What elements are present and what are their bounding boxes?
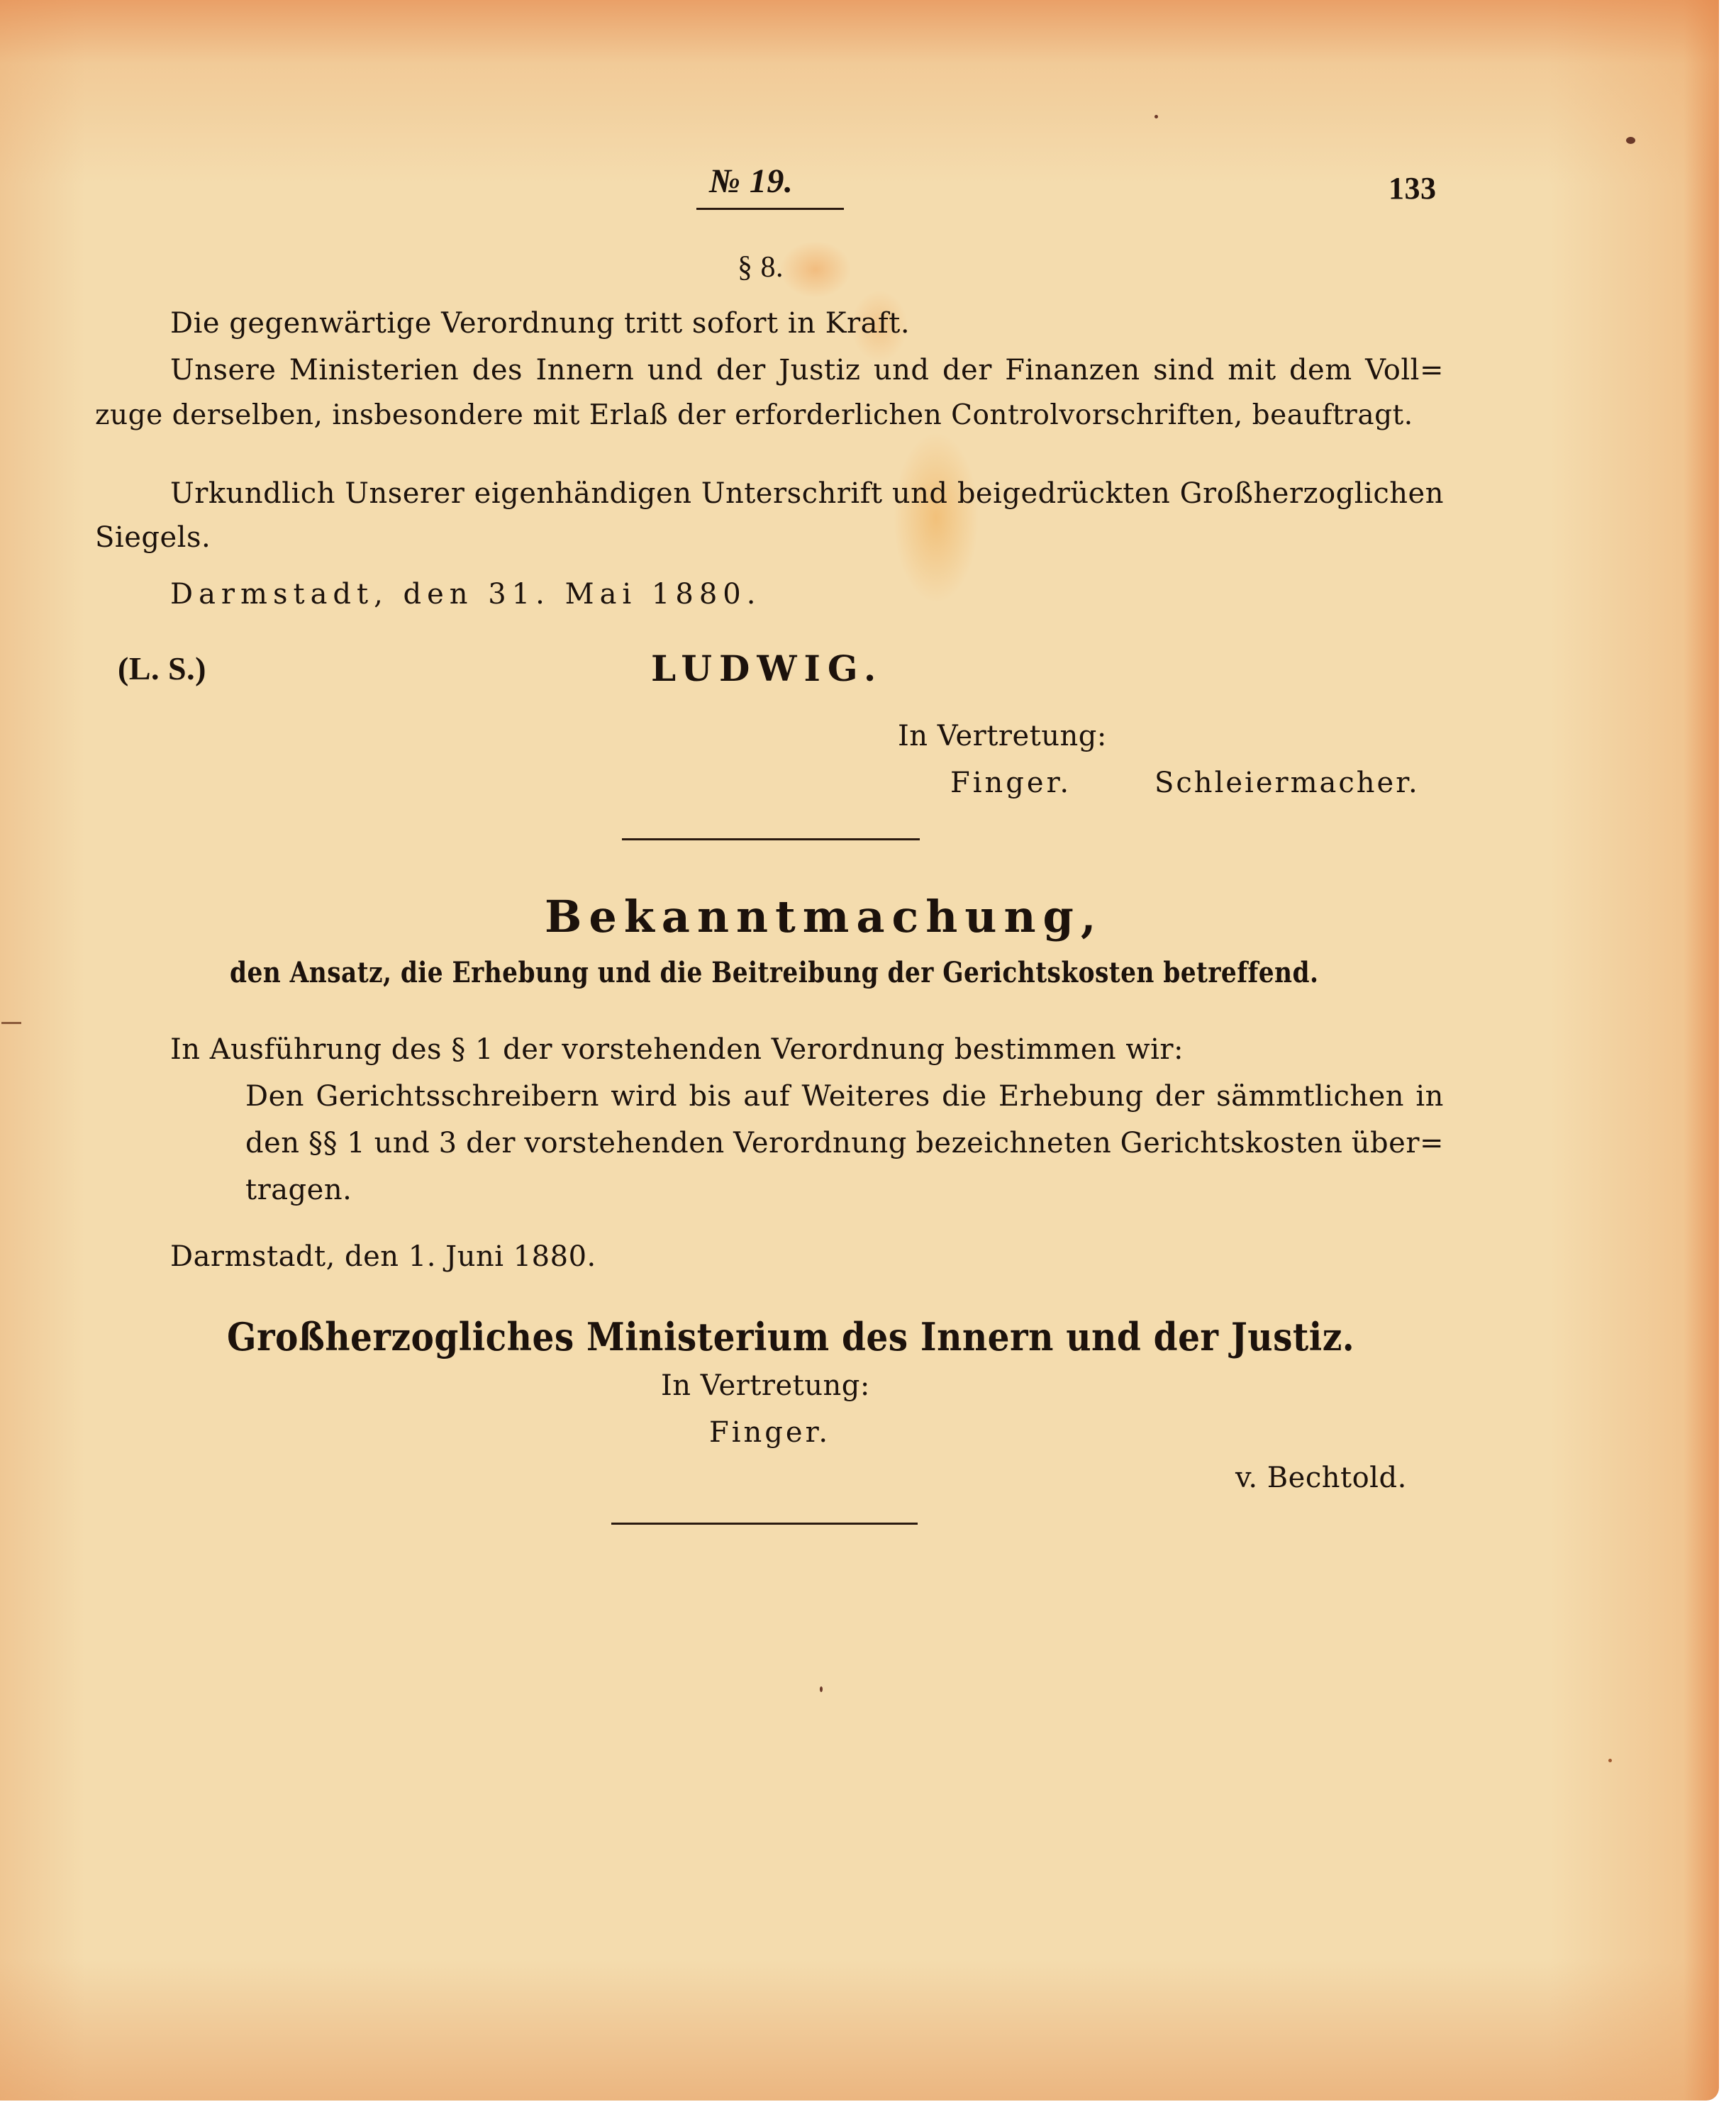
page-number: 133 — [1389, 171, 1437, 206]
word: die — [942, 1080, 987, 1113]
paper-speck — [1626, 137, 1635, 144]
word: Voll= — [1365, 354, 1444, 386]
word: und — [647, 354, 703, 386]
word: Urkundlich — [170, 477, 335, 510]
word: Unserer — [345, 477, 465, 510]
ministry-name: Großherzogliches Ministerium des Innern und der Justiz. — [227, 1314, 1355, 1359]
word: in — [1415, 1080, 1444, 1113]
word: Innern — [535, 354, 635, 386]
word: Den — [245, 1080, 305, 1113]
word: Justiz — [779, 354, 861, 386]
section-8-sentence-1: Die gegenwärtige Verordnung tritt sofort in Kraft. — [170, 307, 911, 340]
paper-speck — [1608, 1759, 1612, 1762]
word: Unsere — [170, 354, 277, 386]
word: auf — [743, 1080, 791, 1113]
word: mit — [1228, 354, 1276, 386]
word: und — [873, 354, 930, 386]
word: beigedrückten — [957, 477, 1171, 510]
section-divider-1 — [622, 838, 920, 840]
announcement-body-line-2 — [245, 1129, 1444, 1157]
word: den — [245, 1127, 300, 1159]
word: Unterschrift — [701, 477, 883, 510]
margin-mark — [1, 1022, 21, 1024]
word: Weiteres — [801, 1080, 930, 1113]
word: Gerichtsschreibern — [316, 1080, 600, 1113]
section-8-paragraph-3-line-2: Siegels. — [95, 521, 211, 554]
seal-mark: (L. S.) — [118, 650, 206, 686]
section-heading: § 8. — [738, 251, 784, 284]
word: und — [891, 477, 948, 510]
representation-label-2: In Vertretung: — [661, 1369, 870, 1402]
announcement-title: Bekanntmachung, — [545, 891, 1103, 942]
announcement-body-line-1 — [245, 1082, 1444, 1111]
announcement-body-line-3: tragen. — [245, 1174, 352, 1206]
word: über= — [1351, 1127, 1444, 1159]
word: bis — [689, 1080, 732, 1113]
word: der — [1154, 1080, 1205, 1113]
word: Großherzoglichen — [1179, 477, 1444, 510]
word: der — [716, 354, 766, 386]
word: eigenhändigen — [474, 477, 692, 510]
word: sind — [1153, 354, 1215, 386]
paper-speck — [820, 1686, 823, 1692]
signatory-bechtold: v. Bechtold. — [1235, 1462, 1407, 1494]
signatory-finger-1: Finger. — [950, 767, 1072, 799]
signatory-schleiermacher: Schleiermacher. — [1154, 767, 1420, 799]
section-8-paragraph-2-line-2: zuge derselben, insbesondere mit Erlaß der erforderlichen Controlvorschriften, beauftragt. — [95, 399, 1413, 431]
word: bezeichneten — [916, 1127, 1112, 1159]
word: dem — [1289, 354, 1352, 386]
announcement-intro: In Ausführung des § 1 der vorstehenden Verordnung bestimmen wir: — [170, 1033, 1184, 1066]
issue-number-underline — [696, 208, 844, 210]
signatory-finger-2: Finger. — [709, 1416, 831, 1449]
word: Erhebung — [998, 1080, 1144, 1113]
section-8-date: Darmstadt, den 31. Mai 1880. — [170, 578, 762, 611]
section-8-paragraph-2-line-1 — [170, 356, 1444, 384]
word: §§ 1 — [308, 1127, 366, 1159]
word: der — [466, 1127, 516, 1159]
word: wird — [611, 1080, 678, 1113]
word: sämmtlichen — [1216, 1080, 1405, 1113]
word: und — [374, 1127, 430, 1159]
word: der — [942, 354, 992, 386]
word: des — [472, 354, 523, 386]
section-8-paragraph-3-line-1 — [170, 479, 1444, 508]
announcement-date: Darmstadt, den 1. Juni 1880. — [170, 1240, 596, 1273]
word: Ministerien — [289, 354, 460, 386]
issue-number: № 19. — [709, 162, 794, 200]
representation-label-1: In Vertretung: — [898, 720, 1107, 752]
word: vorstehenden — [524, 1127, 725, 1159]
sovereign-signature: LUDWIG. — [651, 647, 884, 689]
paper-speck — [1154, 115, 1158, 118]
word: Verordnung — [733, 1127, 907, 1159]
section-divider-2 — [611, 1523, 918, 1525]
word: Finanzen — [1005, 354, 1140, 386]
word: Gerichtskosten — [1120, 1127, 1343, 1159]
word: 3 — [438, 1127, 457, 1159]
announcement-subtitle: den Ansatz, die Erhebung und die Beitreibung der Gerichtskosten betreffend. — [230, 956, 1319, 989]
